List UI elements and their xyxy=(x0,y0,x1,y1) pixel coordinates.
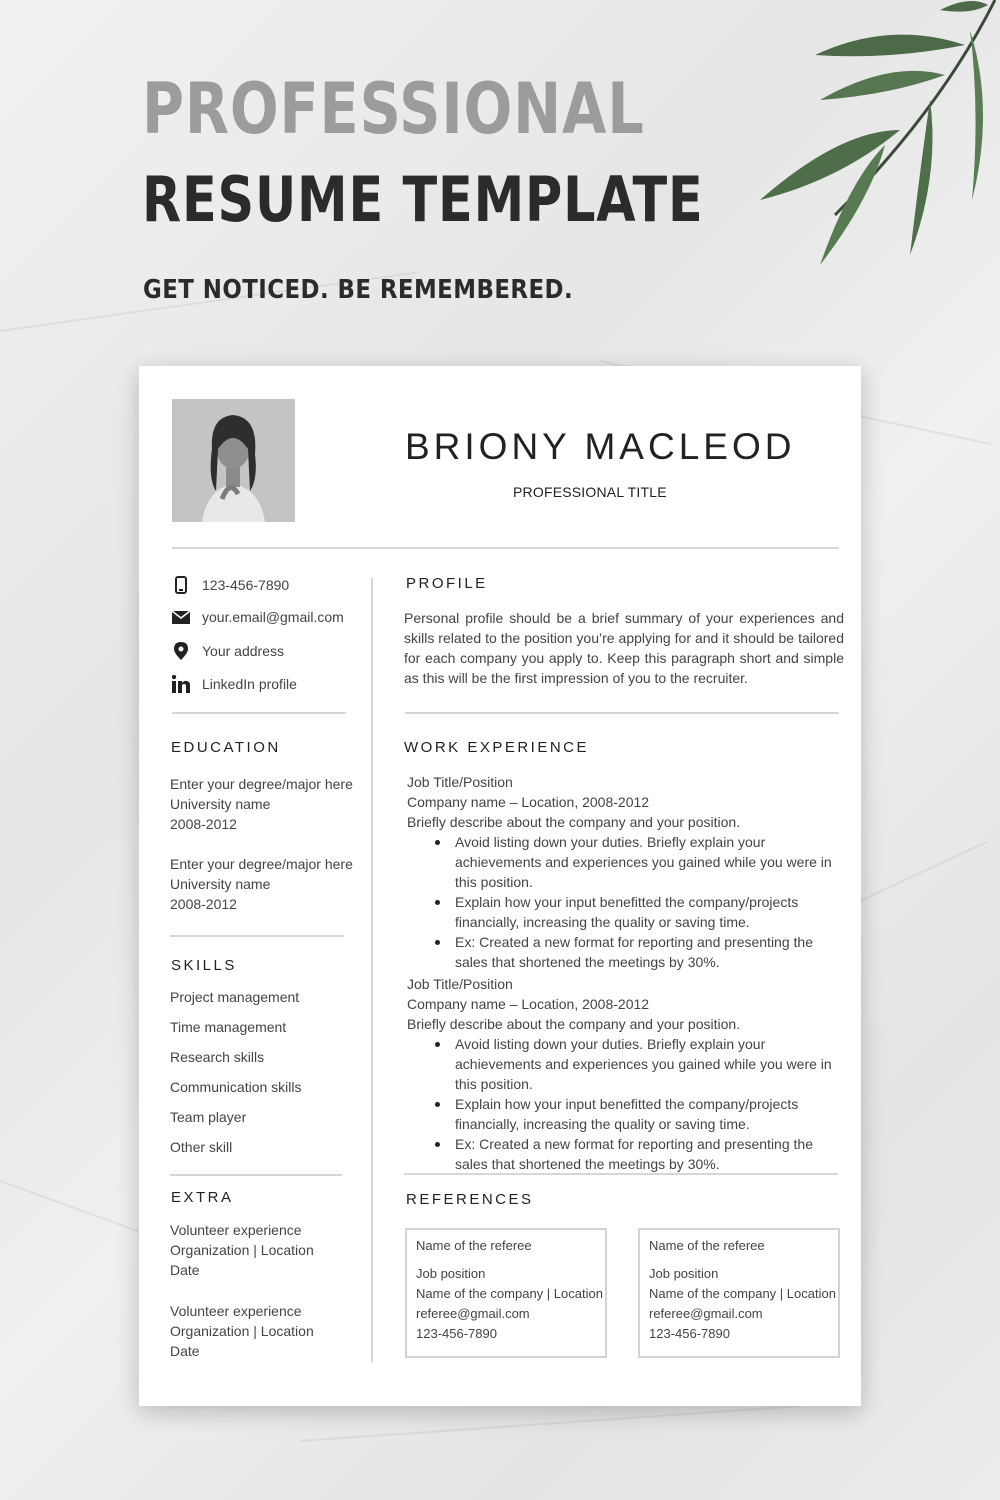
resume-page xyxy=(139,366,861,1406)
reference-card xyxy=(638,1228,840,1358)
marble-vein xyxy=(0,1180,141,1233)
profile-text: Personal profile should be a brief summary of your experiences and skills related to the position you’re applying for and it should be tailored for each company you apply to. Keep this paragraph short and simple as this will be the first impression of you to the recruiter. xyxy=(404,610,844,686)
header-divider xyxy=(172,547,839,549)
job-bullet: Ex: Created a new format for reporting and presenting the sales that shortened the meetings by 30%. xyxy=(433,1134,847,1174)
profile-photo xyxy=(172,399,295,522)
education-degree: Enter your degree/major here xyxy=(170,856,353,872)
job-bullet: Avoid listing down your duties. Briefly explain your achievements and experiences you gained while you were in this position. xyxy=(433,1034,847,1094)
profile-heading: PROFILE xyxy=(406,575,488,592)
education-school: University name xyxy=(170,876,271,892)
job-company: Company name – Location, 2008-2012 xyxy=(407,794,650,810)
job-entry xyxy=(407,974,847,1174)
referee-name: Name of the referee xyxy=(416,1238,532,1253)
envelope-icon xyxy=(172,608,190,626)
right-divider xyxy=(405,712,839,714)
extra-role: Volunteer experience xyxy=(170,1303,302,1319)
skill-item: Research skills xyxy=(170,1049,265,1065)
referee-email: referee@gmail.com xyxy=(416,1306,530,1321)
contact-email xyxy=(172,606,344,628)
professional-title: PROFESSIONAL TITLE xyxy=(513,484,667,500)
skill-item: Team player xyxy=(170,1109,247,1125)
skill-item: Other skill xyxy=(170,1139,233,1155)
education-heading: EDUCATION xyxy=(171,739,281,756)
referee-email: referee@gmail.com xyxy=(649,1306,763,1321)
column-divider xyxy=(371,578,373,1362)
contact-phone xyxy=(172,574,289,596)
job-bullet: Avoid listing down your duties. Briefly explain your achievements and experiences you gained while you were in this position. xyxy=(433,832,847,892)
skills-heading: SKILLS xyxy=(171,957,237,974)
references-heading: REFERENCES xyxy=(406,1191,534,1208)
job-title: Job Title/Position xyxy=(407,774,513,790)
job-bullets xyxy=(433,1034,847,1174)
hero-title-resume-template: RESUME TEMPLATE xyxy=(142,163,704,236)
extra-date: Date xyxy=(170,1262,200,1278)
job-description: Briefly describe about the company and your position. xyxy=(407,814,741,830)
email-text: your.email@gmail.com xyxy=(202,609,344,625)
hero-title-professional: PROFESSIONAL xyxy=(142,68,645,150)
extra-org: Organization | Location xyxy=(170,1242,314,1258)
location-pin-icon xyxy=(172,642,190,660)
education-degree: Enter your degree/major here xyxy=(170,776,353,792)
job-description: Briefly describe about the company and your position. xyxy=(407,1016,741,1032)
education-entry xyxy=(170,854,353,914)
right-divider xyxy=(404,1173,838,1175)
job-title: Job Title/Position xyxy=(407,976,513,992)
extra-heading: EXTRA xyxy=(171,1189,234,1206)
address-text: Your address xyxy=(202,643,284,659)
phone-icon xyxy=(172,576,190,594)
referee-name: Name of the referee xyxy=(649,1238,765,1253)
extra-date: Date xyxy=(170,1343,200,1359)
work-experience-heading: WORK EXPERIENCE xyxy=(404,739,590,756)
linkedin-icon xyxy=(172,675,190,693)
skill-item: Time management xyxy=(170,1019,287,1035)
candidate-name: BRIONY MACLEOD xyxy=(405,426,796,467)
left-divider xyxy=(170,1174,342,1176)
job-bullet: Ex: Created a new format for reporting and presenting the sales that shortened the meetings by 30%. xyxy=(433,932,847,972)
left-divider xyxy=(172,712,346,714)
referee-phone: 123-456-7890 xyxy=(416,1326,497,1341)
reference-card xyxy=(405,1228,607,1358)
referee-position: Job position xyxy=(649,1266,719,1281)
extra-role: Volunteer experience xyxy=(170,1222,302,1238)
referee-phone: 123-456-7890 xyxy=(649,1326,730,1341)
contact-address xyxy=(172,640,284,662)
job-bullets xyxy=(433,832,847,972)
referee-company: Name of the company | Location xyxy=(649,1286,836,1301)
linkedin-text: LinkedIn profile xyxy=(202,676,297,692)
skill-item: Communication skills xyxy=(170,1079,302,1095)
phone-text: 123-456-7890 xyxy=(202,577,290,593)
left-divider xyxy=(170,935,344,937)
extra-entry xyxy=(170,1220,314,1280)
education-entry xyxy=(170,774,353,834)
skill-item: Project management xyxy=(170,989,300,1005)
job-bullet: Explain how your input benefitted the company/projects financially, increasing the quality or saving time. xyxy=(433,892,847,932)
olive-branch-decoration xyxy=(740,0,1000,280)
referee-position: Job position xyxy=(416,1266,486,1281)
job-bullet: Explain how your input benefitted the company/projects financially, increasing the quality or saving time. xyxy=(433,1094,847,1134)
job-entry xyxy=(407,772,847,972)
extra-entry xyxy=(170,1301,314,1361)
job-company: Company name – Location, 2008-2012 xyxy=(407,996,650,1012)
extra-org: Organization | Location xyxy=(170,1323,314,1339)
education-years: 2008-2012 xyxy=(170,896,237,912)
marble-vein xyxy=(300,1405,799,1442)
education-school: University name xyxy=(170,796,271,812)
marble-vein xyxy=(860,841,988,902)
education-years: 2008-2012 xyxy=(170,816,237,832)
hero-tagline: GET NOTICED. BE REMEMBERED. xyxy=(143,275,574,305)
referee-company: Name of the company | Location xyxy=(416,1286,603,1301)
contact-linkedin xyxy=(172,673,297,695)
